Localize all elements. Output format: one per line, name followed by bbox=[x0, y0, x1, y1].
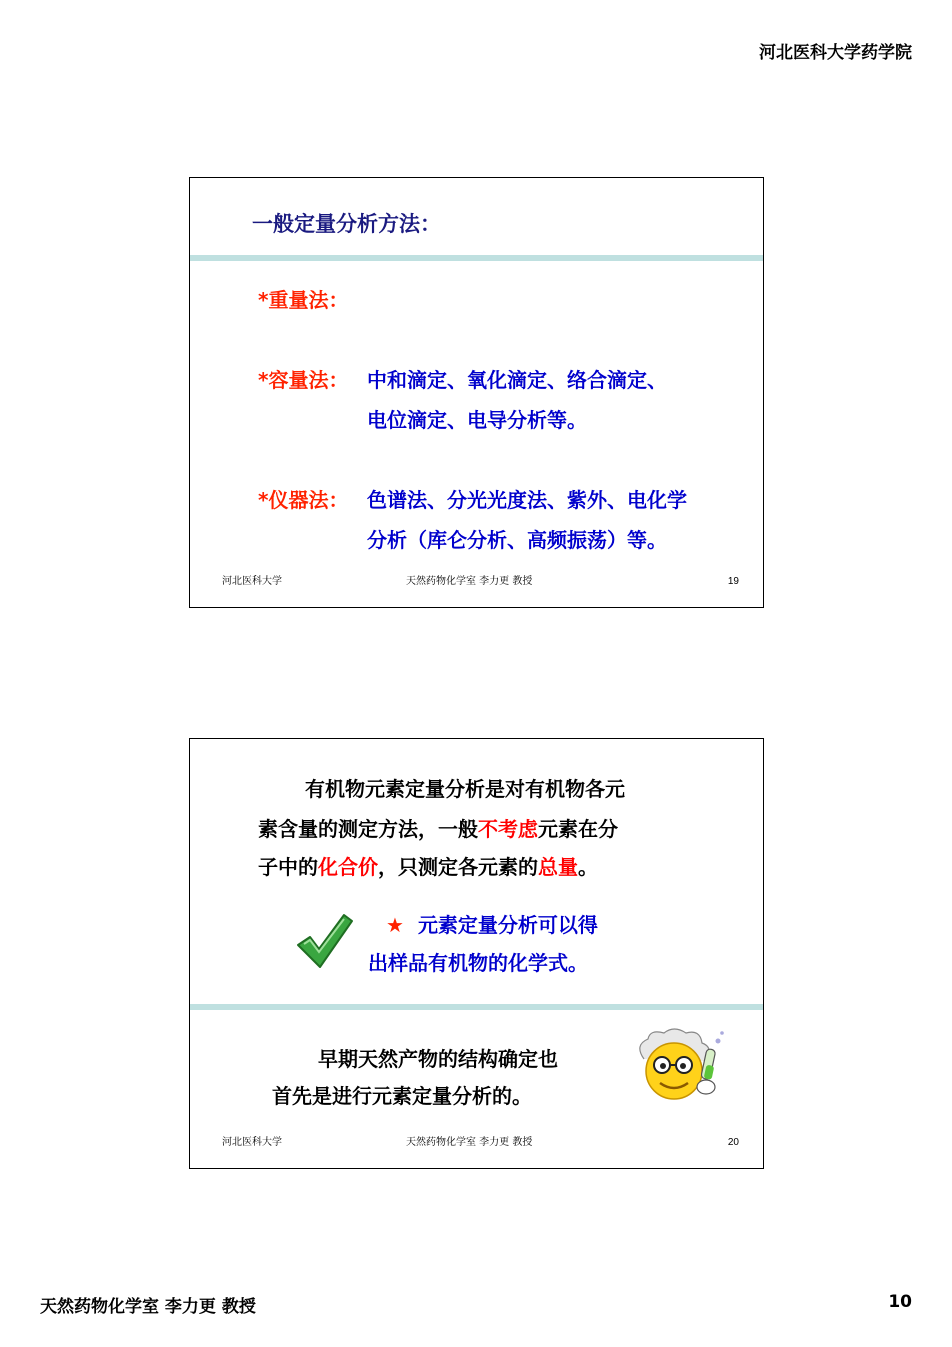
slide-footer-left: 河北医科大学 bbox=[222, 1137, 282, 1148]
page-footer: 天然药物化学室 李力更 教授 bbox=[40, 1297, 256, 1317]
page-header: 河北医科大学药学院 bbox=[759, 43, 912, 63]
item-text: 电位滴定、电导分析等。 bbox=[367, 408, 587, 432]
item-label-gravimetric: *重量法： bbox=[258, 288, 349, 312]
item-label-instrumental: *仪器法： bbox=[258, 488, 349, 512]
item-label-volumetric: *容量法： bbox=[258, 368, 349, 392]
item-text: 分析（库仑分析、高频振荡）等。 bbox=[367, 528, 667, 552]
slide-title: 一般定量分析方法： bbox=[252, 212, 441, 236]
item-text: 中和滴定、氧化滴定、络合滴定、 bbox=[367, 368, 667, 392]
note-line: ★ 元素定量分析可以得 bbox=[386, 913, 598, 937]
slide-19 bbox=[189, 177, 764, 608]
paragraph-line: 有机物元素定量分析是对有机物各元 bbox=[305, 777, 625, 801]
slide-footer-left: 河北医科大学 bbox=[222, 576, 282, 587]
slide-footer-middle: 天然药物化学室 李力更 教授 bbox=[406, 576, 533, 587]
scientist-cartoon-icon bbox=[630, 1027, 730, 1115]
divider bbox=[190, 1004, 763, 1010]
slide-20 bbox=[189, 738, 764, 1169]
paragraph-line: 子中的化合价，只测定各元素的总量。 bbox=[258, 855, 598, 879]
page-number: 10 bbox=[888, 1292, 912, 1312]
bottom-line: 早期天然产物的结构确定也 bbox=[318, 1047, 558, 1071]
slide-number: 19 bbox=[727, 576, 739, 587]
star-icon: ★ bbox=[386, 913, 404, 937]
bottom-line: 首先是进行元素定量分析的。 bbox=[272, 1084, 532, 1108]
divider bbox=[190, 255, 763, 261]
item-text: 色谱法、分光光度法、紫外、电化学 bbox=[367, 488, 687, 512]
slide-number: 20 bbox=[727, 1137, 739, 1148]
paragraph-line: 素含量的测定方法，一般不考虑元素在分 bbox=[258, 817, 618, 841]
note-line: 出样品有机物的化学式。 bbox=[368, 951, 588, 975]
checkmark-icon bbox=[294, 911, 354, 975]
slide-footer-middle: 天然药物化学室 李力更 教授 bbox=[406, 1137, 533, 1148]
